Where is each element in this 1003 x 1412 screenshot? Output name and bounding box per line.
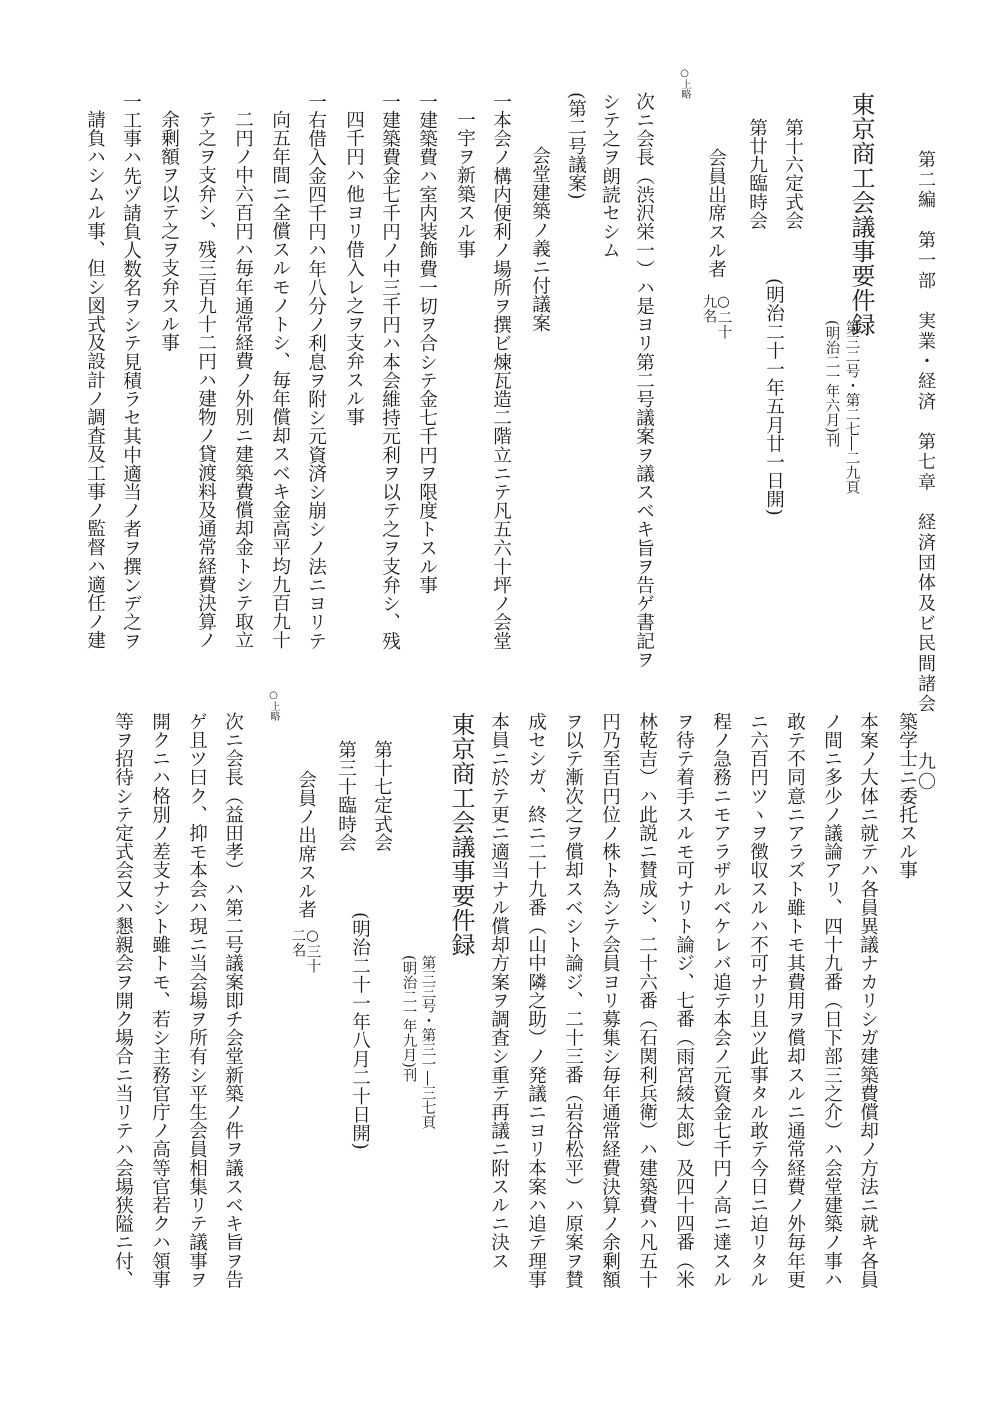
source-citation: 第三二号・第二七―二九頁 (843, 320, 860, 494)
body-text: 等ヲ招待シテ定式会又ハ懇親会ヲ開ク場合ニ当リテハ会場狭隘ニ付、 (112, 712, 134, 1289)
page-number: 九〇 (915, 752, 936, 793)
running-header: 第二編 第一部 実業・経済 第七章 経済団体及ビ民間諸会 (915, 150, 936, 715)
document-title: 東京商工会議事要件録 (847, 92, 875, 337)
body-text: ゲ且ツ曰ク、抑モ本会ハ現ニ当会場ヲ所有シ平生会員相集リテ議事ヲ (186, 712, 208, 1289)
attendance-count: ○二十 (715, 294, 732, 339)
meeting-name: 第十七定式会 (371, 740, 393, 852)
attendance-count: 二名 (289, 928, 306, 957)
body-text: 本員ニ於テ更ニ適当ナル償却方案ヲ調査シ重テ再議ニ附スルニ決ス (488, 712, 510, 1270)
body-text: 余剰額ヲ以テ之ヲ支弁スル事 (158, 110, 180, 352)
body-text: 築学士ニ委托スル事 (896, 712, 918, 880)
body-text: ヲ以テ漸次之ヲ償却スベシト論ジ、二十三番（岩谷松平）ハ原案ヲ賛 (562, 712, 584, 1289)
body-text: 程ノ急務ニモアラザルベケレバ追テ本会ノ元資金七千円ノ高ニ達スル (710, 712, 732, 1289)
bill-heading: 会堂建築ノ義ニ付議案 (529, 146, 551, 332)
body-text: ヲ待テ着手スルモ可ナリト論ジ、七番（雨宮綾太郎）及四十四番（米 (673, 712, 695, 1289)
body-text: テ之ヲ支弁シ、残三百九十二円ハ建物ノ貸渡料及通常経費決算ノ (195, 110, 217, 650)
body-text: 開クニハ格別ノ差支ナシト雖トモ、若シ主務官庁ノ高等官若クハ領事 (149, 712, 171, 1289)
source-citation: 第三三号・第三一―三七頁 (419, 955, 436, 1129)
meeting-name: 第三十臨時会 (335, 740, 357, 852)
attendance-count: 九名 (700, 294, 717, 323)
body-text: ニ六百円ツヽヲ徴収スルハ不可ナリ且ツ此事タル敢テ今日ニ迫リタル (747, 712, 769, 1289)
body-text: 一建築費金七千円ノ中三千円ハ本会維持元利ヲ以テ之ヲ支弁シ、残 (379, 92, 401, 650)
body-text: 成セシガ、終ニ二十九番（山中隣之助）ノ発議ニヨリ本案ハ追テ理事 (525, 712, 547, 1289)
body-text: ノ間ニ多少ノ議論アリ、四十九番（日下部三之介）ハ会堂建築ノ事ハ (821, 712, 843, 1289)
body-text: 一本会ノ構内便利ノ場所ヲ撰ビ煉瓦造二階立ニテ凡五六十坪ノ会堂 (490, 92, 512, 650)
meeting-date: (明治二十一年五月廿一日開) (763, 278, 785, 516)
meeting-name: 第十六定式会 (782, 118, 804, 230)
body-text: 円乃至百円位ノ株ト為シテ会員ヨリ募集シ毎年通常経費決算ノ余剰額 (599, 712, 621, 1289)
body-text: 四千円ハ他ヨリ借入レ之ヲ支弁スル事 (343, 110, 365, 427)
attendance-count: ○三十 (304, 928, 321, 973)
meeting-date: (明治二十一年八月二十日開) (349, 912, 371, 1150)
omission-mark: ○上略 (679, 68, 690, 99)
body-text: 次ニ会長（益田孝）ハ第二号議案即チ会堂新築ノ件ヲ議スベキ旨ヲ告 (222, 712, 244, 1289)
omission-mark: ○上略 (268, 690, 279, 721)
body-text: 一建築費ハ室内装飾費一切ヲ合シテ金七千円ヲ限度トスル事 (416, 92, 438, 595)
body-text: 請負ハシムル事、但シ図式及設計ノ調査及工事ノ監督ハ適任ノ建 (84, 110, 106, 650)
body-text: 二円ノ中六百円ハ毎年通常経費ノ外別ニ建築費償却金トシテ取立 (232, 110, 254, 650)
body-text: シテ之ヲ朗読セシム (599, 92, 621, 260)
source-citation: (明治二一年九月)刊 (400, 955, 417, 1083)
body-text: 一工事ハ先ヅ請負人数名ヲシテ見積ラセ其中適当ノ者ヲ撰ンデ之ヲ (120, 92, 142, 650)
meeting-name: 第廿九臨時会 (746, 118, 768, 230)
body-text: 一右借入金四千円ハ年八分ノ利息ヲ附シ元資済シ崩シノ法ニヨリテ (305, 92, 327, 650)
body-text: 本案ノ大体ニ就テハ各員異議ナカリシガ建築費償却ノ方法ニ就キ各員 (857, 712, 879, 1289)
source-citation: (明治二一年六月)刊 (823, 320, 840, 448)
body-text: 一宇ヲ新築スル事 (454, 110, 476, 259)
attendance-label: 会員ノ出席スル者 (295, 770, 317, 919)
attendance-label: 会員出席スル者 (705, 148, 727, 279)
body-text: 敢テ不同意ニアラズト雖トモ其費用ヲ償却スルニ通常経費ノ外毎年更 (784, 712, 806, 1289)
body-text: 林乾吉）ハ此説ニ賛成シ、二十六番（石関利兵衛）ハ建築費ハ凡五十 (636, 712, 658, 1289)
body-text: 向五年間ニ全償スルモノトシ、毎年償却スベキ金高平均九百九十 (269, 110, 291, 650)
document-title: 東京商工会議事要件録 (447, 712, 475, 957)
body-text: 次ニ会長（渋沢栄一）ハ是ヨリ第二号議案ヲ議スベキ旨ヲ告ゲ書記ヲ (633, 92, 655, 669)
bill-label: (第二号議案) (565, 92, 587, 200)
